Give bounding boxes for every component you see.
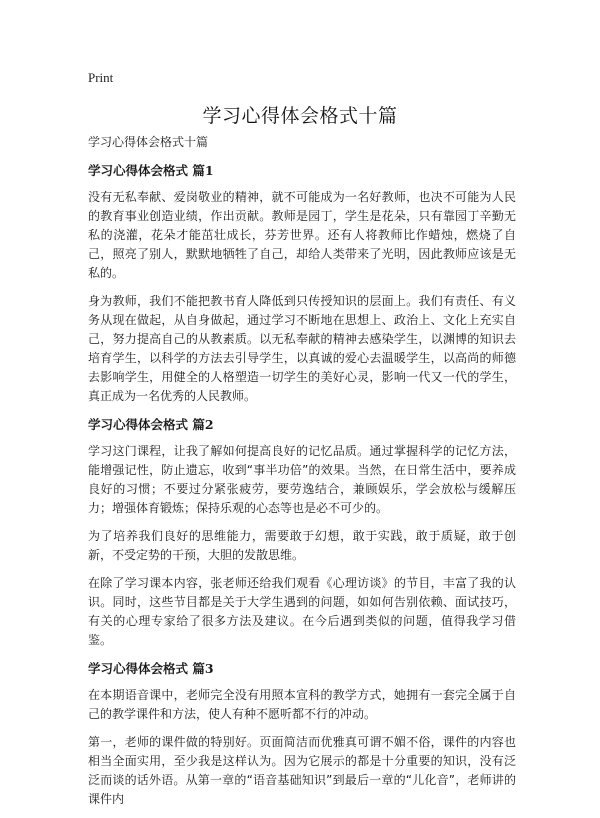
section-heading-2: 学习心得体会格式 篇2 bbox=[88, 417, 214, 432]
paragraph: 在除了学习课本内容，张老师还给我们观看《心理访谈》的节目，丰富了我的认识。同时，这些节目都是关于大学生遇到的问题，如如何告别依赖、面试技巧，有关的心理专家给了很多方法及建议。在今后遇到类似的问题，值得我学习借鉴。 bbox=[88, 576, 516, 647]
document-title: 学习心得体会格式十篇 bbox=[202, 105, 398, 127]
document-body bbox=[88, 133, 516, 818]
section-heading-3: 学习心得体会格式 篇3 bbox=[88, 661, 214, 676]
paragraph: 为了培养我们良好的思维能力，需要敢于幻想，敢于实践，敢于质疑，敢于创新，不受定势的干预，大胆的发散思维。 bbox=[88, 529, 516, 562]
paragraph: 在本期语音课中，老师完全没有用照本宣科的教学方式，她拥有一套完全属于自己的教学课件和方法，使人有种不愿听都不行的冲动。 bbox=[88, 688, 516, 721]
paragraph: 身为教师，我们不能把教书育人降低到只传授知识的层面上。我们有责任、有义务从现在做起，从自身做起，通过学习不断地在思想上、政治上、文化上充实自己，努力提高自己的从教素质。以无私奉献的精神去感染学生，以渊博的知识去培育学生，以科学的方法去引导学生，以真诚的爱心去温暖学生，以高尚的师德去影响学生，用健全的人格塑造一切学生的美好心灵，影响一代又一代的学生，真正成为一名优秀的人民教师。 bbox=[88, 294, 516, 403]
paragraph: 没有无私奉献、爱岗敬业的精神，就不可能成为一名好教师，也决不可能为人民的教育事业创造业绩，作出贡献。教师是园丁，学生是花朵，只有靠园丁辛勤无私的浇灌，花朵才能茁壮成长，芬芳世界。还有人将教师比作蜡烛，燃烧了自己，照亮了别人，默默地牺牲了自己，却给人类带来了光明，因此教师应该是无私的。 bbox=[88, 190, 516, 280]
print-link[interactable]: Print bbox=[88, 70, 114, 85]
section-heading-1: 学习心得体会格式 篇1 bbox=[88, 163, 214, 178]
document-subtitle: 学习心得体会格式十篇 bbox=[88, 135, 209, 149]
paragraph: 学习这门课程，让我了解如何提高良好的记忆品质。通过掌握科学的记忆方法，能增强记性，防止遗忘，收到“事半功倍”的效果。当然，在日常生活中，要养成良好的习惯；不要过分紧张疲劳，要劳逸结合，兼顾娱乐，学会放松与缓解压力；增强体育锻炼；保持乐观的心态等也是必不可少的。 bbox=[88, 444, 516, 515]
paragraph: 第一，老师的课件做的特别好。页面简洁而优雅真可谓不媚不俗，课件的内容也相当全面实用，至少我是这样认为。因为它展示的都是十分重要的知识，没有泛泛而谈的话外语。从第一章的“语音基础知识”到最后一章的“儿化音”，老师讲的课件内 bbox=[88, 735, 516, 806]
